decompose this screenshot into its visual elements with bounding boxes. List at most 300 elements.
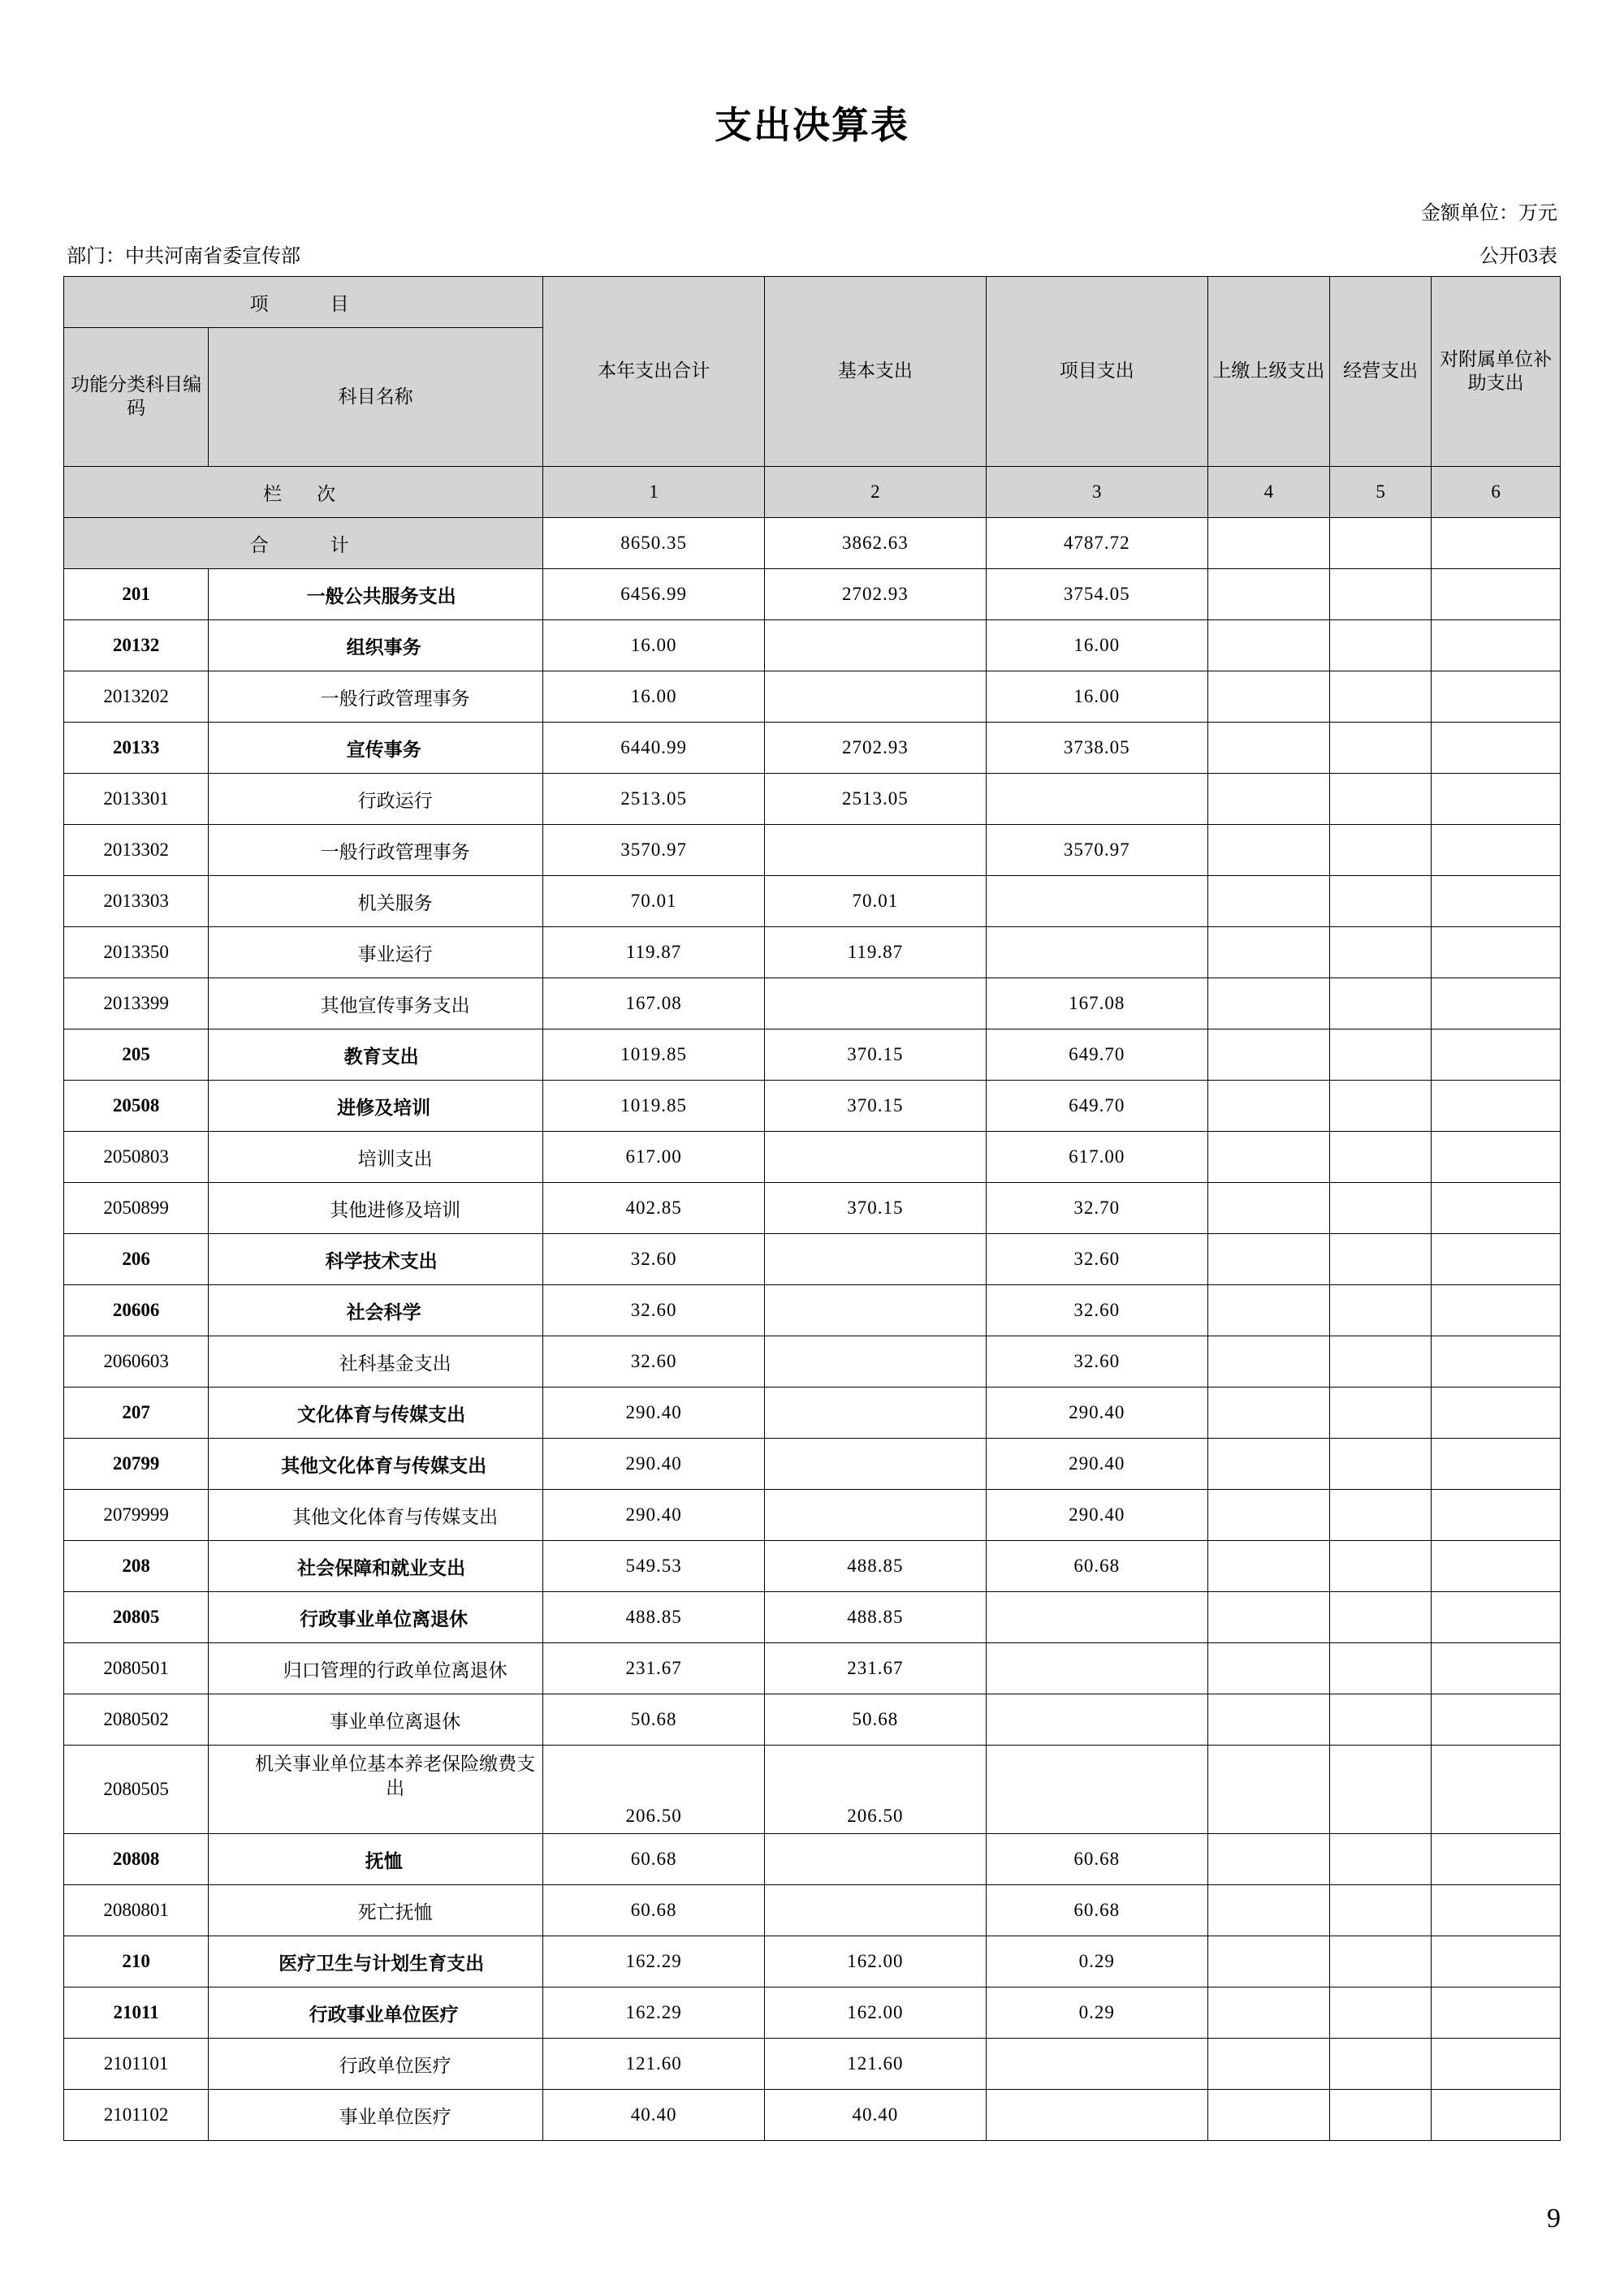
row-total: 121.60	[543, 2039, 765, 2090]
row-operating	[1330, 927, 1432, 978]
table-row	[64, 569, 1561, 620]
row-project	[986, 2039, 1207, 2090]
row-operating	[1330, 1746, 1432, 1834]
row-total: 1019.85	[543, 1081, 765, 1132]
row-subsidy	[1432, 1541, 1561, 1592]
row-subject-name: 行政运行	[209, 774, 543, 825]
row-function-code: 206	[64, 1234, 209, 1285]
row-subject-name: 一般行政管理事务	[209, 825, 543, 876]
row-subsidy	[1432, 1490, 1561, 1541]
department-label: 部门：中共河南省委宣传部	[67, 246, 300, 267]
row-basic: 206.50	[765, 1746, 987, 1834]
row-total: 402.85	[543, 1183, 765, 1234]
table-row	[64, 671, 1561, 723]
table-row	[64, 620, 1561, 671]
header-index-4: 4	[1207, 467, 1329, 518]
row-basic: 370.15	[765, 1081, 987, 1132]
row-upper	[1207, 2090, 1329, 2141]
row-subsidy	[1432, 1885, 1561, 1936]
row-project	[986, 1643, 1207, 1694]
row-total: 290.40	[543, 1388, 765, 1439]
row-total: 32.60	[543, 1234, 765, 1285]
total-row-upper	[1207, 518, 1329, 569]
row-total: 162.29	[543, 1936, 765, 1987]
table-row	[64, 1029, 1561, 1081]
row-function-code: 21011	[64, 1987, 209, 2039]
row-subsidy	[1432, 1439, 1561, 1490]
row-subject-name: 一般行政管理事务	[209, 671, 543, 723]
row-basic	[765, 978, 987, 1029]
row-operating	[1330, 1694, 1432, 1746]
row-subject-name: 其他进修及培训	[209, 1183, 543, 1234]
row-upper	[1207, 1081, 1329, 1132]
header-project-expenditure: 项目支出	[986, 277, 1207, 467]
row-subsidy	[1432, 1694, 1561, 1746]
row-basic: 2702.93	[765, 723, 987, 774]
row-function-code: 2080505	[64, 1746, 209, 1834]
table-row	[64, 1885, 1561, 1936]
row-subject-name: 归口管理的行政单位离退休	[209, 1643, 543, 1694]
row-subsidy	[1432, 2039, 1561, 2090]
row-operating	[1330, 1541, 1432, 1592]
row-project	[986, 1592, 1207, 1643]
row-total: 1019.85	[543, 1029, 765, 1081]
row-basic: 121.60	[765, 2039, 987, 2090]
row-function-code: 20799	[64, 1439, 209, 1490]
table-row	[64, 723, 1561, 774]
amount-unit-note: 金额单位：万元	[1421, 203, 1557, 224]
row-subject-name: 组织事务	[209, 620, 543, 671]
total-row-subsidy	[1432, 518, 1561, 569]
meta-row	[63, 240, 1561, 268]
header-index-6: 6	[1432, 467, 1561, 518]
row-function-code: 20808	[64, 1834, 209, 1885]
header-basic-expenditure: 基本支出	[765, 277, 987, 467]
row-subsidy	[1432, 1081, 1561, 1132]
row-project: 60.68	[986, 1541, 1207, 1592]
row-operating	[1330, 2090, 1432, 2141]
row-function-code: 20805	[64, 1592, 209, 1643]
row-project: 617.00	[986, 1132, 1207, 1183]
table-row	[64, 978, 1561, 1029]
row-basic	[765, 671, 987, 723]
table-row	[64, 1285, 1561, 1336]
row-basic: 162.00	[765, 1936, 987, 1987]
row-project: 649.70	[986, 1081, 1207, 1132]
table-row	[64, 1132, 1561, 1183]
row-basic	[765, 1336, 987, 1388]
row-subsidy	[1432, 825, 1561, 876]
row-total: 50.68	[543, 1694, 765, 1746]
row-subsidy	[1432, 876, 1561, 927]
total-row-operating	[1330, 518, 1432, 569]
table-row	[64, 1834, 1561, 1885]
row-function-code: 2050803	[64, 1132, 209, 1183]
header-upper-level-expenditure: 上缴上级支出	[1207, 277, 1329, 467]
row-operating	[1330, 1643, 1432, 1694]
row-subject-name: 社会科学	[209, 1285, 543, 1336]
table-body	[64, 518, 1561, 2141]
row-subject-name: 医疗卫生与计划生育支出	[209, 1936, 543, 1987]
row-operating	[1330, 1132, 1432, 1183]
row-project: 649.70	[986, 1029, 1207, 1081]
row-upper	[1207, 774, 1329, 825]
row-subject-name: 培训支出	[209, 1132, 543, 1183]
row-subsidy	[1432, 927, 1561, 978]
row-total: 290.40	[543, 1490, 765, 1541]
header-operating-expenditure: 经营支出	[1330, 277, 1432, 467]
row-total: 16.00	[543, 671, 765, 723]
header-subject-name: 科目名称	[209, 328, 543, 467]
row-subsidy	[1432, 1592, 1561, 1643]
header-index-2: 2	[765, 467, 987, 518]
row-upper	[1207, 1592, 1329, 1643]
row-operating	[1330, 1987, 1432, 2039]
row-subsidy	[1432, 774, 1561, 825]
row-subject-name: 抚恤	[209, 1834, 543, 1885]
row-subsidy	[1432, 723, 1561, 774]
row-upper	[1207, 1936, 1329, 1987]
row-basic	[765, 1388, 987, 1439]
row-subsidy	[1432, 1132, 1561, 1183]
row-subsidy	[1432, 1183, 1561, 1234]
row-subsidy	[1432, 1643, 1561, 1694]
row-subsidy	[1432, 671, 1561, 723]
page-title: 支出决算表	[715, 104, 909, 146]
row-function-code: 20606	[64, 1285, 209, 1336]
row-subsidy	[1432, 1234, 1561, 1285]
row-function-code: 2080502	[64, 1694, 209, 1746]
row-upper	[1207, 1183, 1329, 1234]
table-row	[64, 1183, 1561, 1234]
row-total: 16.00	[543, 620, 765, 671]
total-row-total: 8650.35	[543, 518, 765, 569]
row-subsidy	[1432, 1388, 1561, 1439]
row-function-code: 2013350	[64, 927, 209, 978]
row-total: 206.50	[543, 1746, 765, 1834]
row-upper	[1207, 2039, 1329, 2090]
row-operating	[1330, 1285, 1432, 1336]
row-operating	[1330, 774, 1432, 825]
row-total: 60.68	[543, 1834, 765, 1885]
row-function-code: 208	[64, 1541, 209, 1592]
row-function-code: 201	[64, 569, 209, 620]
row-operating	[1330, 1592, 1432, 1643]
row-upper	[1207, 978, 1329, 1029]
row-operating	[1330, 2039, 1432, 2090]
row-operating	[1330, 1336, 1432, 1388]
expenditure-table	[63, 276, 1561, 2141]
table-row	[64, 927, 1561, 978]
row-basic	[765, 1490, 987, 1541]
row-project: 0.29	[986, 1936, 1207, 1987]
row-upper	[1207, 927, 1329, 978]
header-subsidy-expenditure: 对附属单位补助支出	[1432, 277, 1561, 467]
row-operating	[1330, 1439, 1432, 1490]
row-project: 32.60	[986, 1336, 1207, 1388]
row-basic	[765, 1234, 987, 1285]
row-total: 40.40	[543, 2090, 765, 2141]
row-project: 290.40	[986, 1388, 1207, 1439]
row-operating	[1330, 1029, 1432, 1081]
row-operating	[1330, 1936, 1432, 1987]
table-row	[64, 876, 1561, 927]
row-function-code: 207	[64, 1388, 209, 1439]
table-row	[64, 825, 1561, 876]
row-upper	[1207, 1694, 1329, 1746]
header-project-group: 项 目	[64, 277, 543, 328]
row-upper	[1207, 1388, 1329, 1439]
row-total: 2513.05	[543, 774, 765, 825]
row-function-code: 2013301	[64, 774, 209, 825]
row-subject-name: 其他文化体育与传媒支出	[209, 1439, 543, 1490]
row-project: 0.29	[986, 1987, 1207, 2039]
row-project	[986, 2090, 1207, 2141]
table-row	[64, 1439, 1561, 1490]
table-row	[64, 2039, 1561, 2090]
row-upper	[1207, 671, 1329, 723]
row-project: 16.00	[986, 620, 1207, 671]
total-row-label: 合 计	[64, 518, 543, 569]
row-function-code: 2080801	[64, 1885, 209, 1936]
row-subject-name: 其他文化体育与传媒支出	[209, 1490, 543, 1541]
row-subject-name: 进修及培训	[209, 1081, 543, 1132]
row-upper	[1207, 1336, 1329, 1388]
row-upper	[1207, 1885, 1329, 1936]
row-subsidy	[1432, 978, 1561, 1029]
row-function-code: 2013202	[64, 671, 209, 723]
row-upper	[1207, 1746, 1329, 1834]
row-total: 70.01	[543, 876, 765, 927]
form-code-label: 公开03表	[1479, 246, 1557, 267]
row-project: 3754.05	[986, 569, 1207, 620]
row-operating	[1330, 825, 1432, 876]
row-subject-name: 事业单位医疗	[209, 2090, 543, 2141]
row-function-code: 2080501	[64, 1643, 209, 1694]
table-row	[64, 1336, 1561, 1388]
row-subject-name: 行政单位医疗	[209, 2039, 543, 2090]
total-row	[64, 518, 1561, 569]
row-project: 16.00	[986, 671, 1207, 723]
table-row	[64, 1936, 1561, 1987]
row-basic: 2513.05	[765, 774, 987, 825]
row-basic: 40.40	[765, 2090, 987, 2141]
row-basic: 488.85	[765, 1592, 987, 1643]
row-upper	[1207, 723, 1329, 774]
table-row	[64, 1987, 1561, 2039]
table-header	[64, 277, 1561, 518]
row-subsidy	[1432, 569, 1561, 620]
row-function-code: 205	[64, 1029, 209, 1081]
row-basic: 50.68	[765, 1694, 987, 1746]
row-total: 119.87	[543, 927, 765, 978]
row-basic: 231.67	[765, 1643, 987, 1694]
header-total-expenditure: 本年支出合计	[543, 277, 765, 467]
row-total: 617.00	[543, 1132, 765, 1183]
row-basic: 2702.93	[765, 569, 987, 620]
row-project: 60.68	[986, 1834, 1207, 1885]
row-basic: 488.85	[765, 1541, 987, 1592]
row-function-code: 20133	[64, 723, 209, 774]
row-total: 6440.99	[543, 723, 765, 774]
row-upper	[1207, 1439, 1329, 1490]
row-subject-name: 教育支出	[209, 1029, 543, 1081]
row-function-code: 2013302	[64, 825, 209, 876]
header-function-code: 功能分类科目编码	[64, 328, 209, 467]
row-subject-name: 其他宣传事务支出	[209, 978, 543, 1029]
row-project	[986, 927, 1207, 978]
row-basic	[765, 825, 987, 876]
row-function-code: 2079999	[64, 1490, 209, 1541]
row-total: 488.85	[543, 1592, 765, 1643]
row-subject-name: 行政事业单位离退休	[209, 1592, 543, 1643]
row-total: 32.60	[543, 1285, 765, 1336]
row-function-code: 2013303	[64, 876, 209, 927]
row-upper	[1207, 1490, 1329, 1541]
table-row	[64, 1746, 1561, 1834]
row-project	[986, 1746, 1207, 1834]
row-operating	[1330, 620, 1432, 671]
row-total: 32.60	[543, 1336, 765, 1388]
row-basic	[765, 620, 987, 671]
row-operating	[1330, 978, 1432, 1029]
row-total: 290.40	[543, 1439, 765, 1490]
header-index-3: 3	[986, 467, 1207, 518]
row-project	[986, 774, 1207, 825]
row-operating	[1330, 1081, 1432, 1132]
row-function-code: 20508	[64, 1081, 209, 1132]
total-row-project: 4787.72	[986, 518, 1207, 569]
row-total: 231.67	[543, 1643, 765, 1694]
row-subject-name: 机关事业单位基本养老保险缴费支出	[209, 1746, 543, 1834]
row-upper	[1207, 569, 1329, 620]
row-subject-name: 宣传事务	[209, 723, 543, 774]
table-row	[64, 1490, 1561, 1541]
header-row-index	[64, 467, 1561, 518]
row-subject-name: 事业运行	[209, 927, 543, 978]
row-upper	[1207, 825, 1329, 876]
row-upper	[1207, 1541, 1329, 1592]
row-project: 32.60	[986, 1285, 1207, 1336]
row-function-code: 2101102	[64, 2090, 209, 2141]
row-total: 3570.97	[543, 825, 765, 876]
row-subsidy	[1432, 2090, 1561, 2141]
row-total: 167.08	[543, 978, 765, 1029]
row-basic	[765, 1439, 987, 1490]
row-operating	[1330, 723, 1432, 774]
row-operating	[1330, 1388, 1432, 1439]
header-row-project-group	[64, 277, 1561, 328]
row-subsidy	[1432, 620, 1561, 671]
row-basic	[765, 1834, 987, 1885]
table-row	[64, 1234, 1561, 1285]
row-basic: 70.01	[765, 876, 987, 927]
row-upper	[1207, 1643, 1329, 1694]
row-subsidy	[1432, 1936, 1561, 1987]
row-upper	[1207, 1285, 1329, 1336]
row-subject-name: 科学技术支出	[209, 1234, 543, 1285]
row-operating	[1330, 876, 1432, 927]
table-row	[64, 774, 1561, 825]
table-row	[64, 1592, 1561, 1643]
row-subject-name: 事业单位离退休	[209, 1694, 543, 1746]
row-project: 32.60	[986, 1234, 1207, 1285]
row-subsidy	[1432, 1987, 1561, 2039]
row-subsidy	[1432, 1834, 1561, 1885]
row-operating	[1330, 1834, 1432, 1885]
row-total: 162.29	[543, 1987, 765, 2039]
row-upper	[1207, 1029, 1329, 1081]
row-project: 3738.05	[986, 723, 1207, 774]
row-basic: 370.15	[765, 1029, 987, 1081]
row-project	[986, 876, 1207, 927]
row-project: 3570.97	[986, 825, 1207, 876]
row-subject-name: 机关服务	[209, 876, 543, 927]
page-number: 9	[1547, 2203, 1561, 2233]
row-upper	[1207, 1234, 1329, 1285]
row-function-code: 210	[64, 1936, 209, 1987]
row-function-code: 2060603	[64, 1336, 209, 1388]
row-total: 549.53	[543, 1541, 765, 1592]
row-project: 60.68	[986, 1885, 1207, 1936]
row-project: 167.08	[986, 978, 1207, 1029]
row-upper	[1207, 1834, 1329, 1885]
row-subject-name: 社科基金支出	[209, 1336, 543, 1388]
row-upper	[1207, 876, 1329, 927]
row-operating	[1330, 1885, 1432, 1936]
table-row	[64, 1643, 1561, 1694]
row-total: 60.68	[543, 1885, 765, 1936]
row-function-code: 2013399	[64, 978, 209, 1029]
row-project: 32.70	[986, 1183, 1207, 1234]
row-upper	[1207, 1987, 1329, 2039]
row-project	[986, 1694, 1207, 1746]
row-subsidy	[1432, 1336, 1561, 1388]
row-basic: 370.15	[765, 1183, 987, 1234]
row-operating	[1330, 569, 1432, 620]
row-subsidy	[1432, 1285, 1561, 1336]
total-row-basic: 3862.63	[765, 518, 987, 569]
row-function-code: 2101101	[64, 2039, 209, 2090]
row-function-code: 2050899	[64, 1183, 209, 1234]
row-basic: 162.00	[765, 1987, 987, 2039]
row-operating	[1330, 1234, 1432, 1285]
row-upper	[1207, 620, 1329, 671]
row-project: 290.40	[986, 1439, 1207, 1490]
table-row	[64, 1081, 1561, 1132]
row-basic: 119.87	[765, 927, 987, 978]
row-subsidy	[1432, 1029, 1561, 1081]
row-function-code: 20132	[64, 620, 209, 671]
row-project: 290.40	[986, 1490, 1207, 1541]
row-subject-name: 文化体育与传媒支出	[209, 1388, 543, 1439]
header-index-1: 1	[543, 467, 765, 518]
row-upper	[1207, 1132, 1329, 1183]
table-row	[64, 1541, 1561, 1592]
table-row	[64, 2090, 1561, 2141]
row-operating	[1330, 671, 1432, 723]
row-subsidy	[1432, 1746, 1561, 1834]
header-row-index-label: 栏 次	[64, 467, 543, 518]
row-total: 6456.99	[543, 569, 765, 620]
header-index-5: 5	[1330, 467, 1432, 518]
row-basic	[765, 1285, 987, 1336]
row-subject-name: 一般公共服务支出	[209, 569, 543, 620]
row-subject-name: 社会保障和就业支出	[209, 1541, 543, 1592]
row-operating	[1330, 1183, 1432, 1234]
row-operating	[1330, 1490, 1432, 1541]
row-basic	[765, 1132, 987, 1183]
